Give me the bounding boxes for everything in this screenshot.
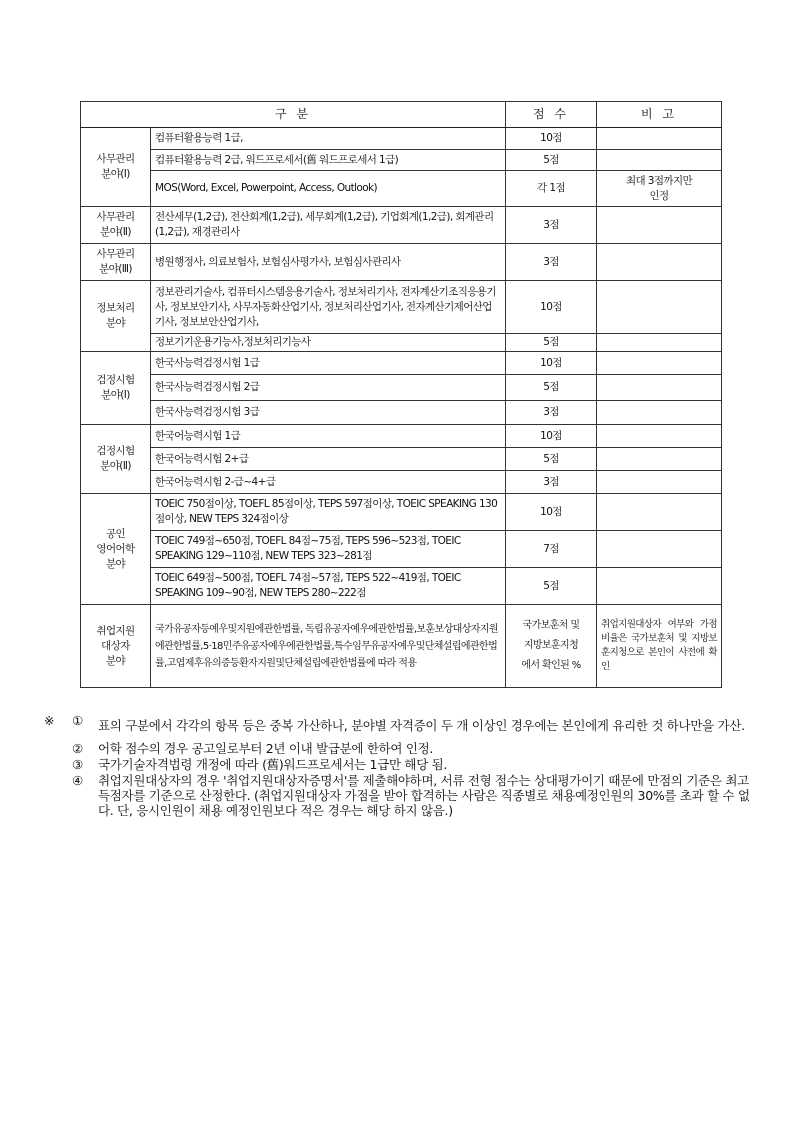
item-cell: 전산세무(1,2급), 전산회계(1,2급), 세무회계(1,2급), 기업회계(1,2급), 회계관리(1,2급), 재경관리사 <box>151 207 506 244</box>
category-info: 정보처리 분야 <box>81 281 151 352</box>
remark-cell <box>597 531 722 568</box>
item-cell: MOS(Word, Excel, Powerpoint, Access, Outlook) <box>151 171 506 207</box>
footnote-2 <box>44 741 764 756</box>
item-cell: 컴퓨터활용능력 1급, <box>151 128 506 150</box>
score-table <box>80 101 722 688</box>
header-remark: 비 고 <box>597 102 722 128</box>
table-row <box>81 375 722 401</box>
remark-cell: 최대 3점까지만 인정 <box>597 171 722 207</box>
points-cell: 5점 <box>506 448 597 471</box>
category-office-1: 사무관리 분야(Ⅰ) <box>81 128 151 207</box>
points-cell: 10점 <box>506 128 597 150</box>
points-cell: 10점 <box>506 281 597 334</box>
remark-cell <box>597 425 722 448</box>
remark-cell <box>597 244 722 281</box>
points-cell: 3점 <box>506 207 597 244</box>
remark-cell <box>597 352 722 375</box>
category-office-2: 사무관리 분야(Ⅱ) <box>81 207 151 244</box>
table-row <box>81 568 722 605</box>
points-cell: 5점 <box>506 375 597 401</box>
category-office-3: 사무관리 분야(Ⅲ) <box>81 244 151 281</box>
category-employment-support: 취업지원 대상자 분야 <box>81 605 151 688</box>
table-row <box>81 425 722 448</box>
item-cell: 한국사능력검정시험 1급 <box>151 352 506 375</box>
header-category: 구 분 <box>81 102 506 128</box>
table-row <box>81 471 722 494</box>
remark-cell <box>597 375 722 401</box>
remark-cell <box>597 128 722 150</box>
header-points: 점 수 <box>506 102 597 128</box>
points-cell: 각 1점 <box>506 171 597 207</box>
footnote-text: 어학 점수의 경우 공고일로부터 2년 이내 발급분에 한하여 인정. <box>98 741 434 756</box>
table-row <box>81 448 722 471</box>
points-cell: 3점 <box>506 401 597 425</box>
footnote-1 <box>44 713 764 738</box>
footnote-4 <box>44 773 764 818</box>
remark-cell <box>597 494 722 531</box>
item-cell: 정보관리기술사, 컴퓨터시스템응용기술사, 정보처리기사, 전자계산기조직응용기사, 정보보안기사, 사무자동화산업기사, 정보처리산업기사, 전자계산기제어산업기사, 정보보안산업기사, <box>151 281 506 334</box>
category-language: 공인 영어어학 분야 <box>81 494 151 605</box>
item-cell: TOEIC 649점~500점, TOEFL 74점~57점, TEPS 522~419점, TOEIC SPEAKING 109~90점, NEW TEPS 280~222점 <box>151 568 506 605</box>
footnotes <box>44 713 764 819</box>
table-row <box>81 531 722 568</box>
remark-cell <box>597 448 722 471</box>
reference-mark: ※ <box>44 713 55 728</box>
remark-cell <box>597 471 722 494</box>
footnote-text: 국가기술자격법령 개정에 따라 (舊)워드프로세서는 1급만 해당 됨. <box>98 757 448 772</box>
points-cell: 7점 <box>506 531 597 568</box>
remark-cell <box>597 207 722 244</box>
item-cell: 병원행정사, 의료보험사, 보험심사평가사, 보험심사관리사 <box>151 244 506 281</box>
footnote-number: ③ <box>72 757 83 772</box>
footnote-3 <box>44 757 764 772</box>
item-cell: TOEIC 750점이상, TOEFL 85점이상, TEPS 597점이상, TOEIC SPEAKING 130점이상, NEW TEPS 324점이상 <box>151 494 506 531</box>
table-row <box>81 128 722 150</box>
points-cell: 5점 <box>506 568 597 605</box>
item-cell: 정보기기운용기능사,정보처리기능사 <box>151 334 506 352</box>
table-row <box>81 150 722 171</box>
item-cell: 한국사능력검정시험 3급 <box>151 401 506 425</box>
table-row <box>81 605 722 688</box>
item-cell: 한국사능력검정시험 2급 <box>151 375 506 401</box>
footnote-text: 표의 구분에서 각각의 항목 등은 중복 가산하나, 분야별 자격증이 두 개 이상인 경우에는 본인에게 유리한 것 하나만을 가산. <box>98 718 745 733</box>
item-cell: 한국어능력시험 2+급 <box>151 448 506 471</box>
table-header-row <box>81 102 722 128</box>
points-cell: 3점 <box>506 471 597 494</box>
category-exam-1: 검정시험 분야(Ⅰ) <box>81 352 151 425</box>
points-cell: 10점 <box>506 425 597 448</box>
points-cell: 5점 <box>506 334 597 352</box>
footnote-text: 취업지원대상자의 경우 '취업지원대상자증명서'를 제출해야하며, 서류 전형 점수는 상대평가이기 때문에 만점의 기준은 최고 득점자를 기준으로 산정한다. (취업지원대상자 가점을 받아 합격하는 사람은 직종별로 채용예정인원의 30%를 초과 할 수 없다. 단, 응시인원이 채용 예정인원보다 적은 경우는 해당 하지 않음.) <box>98 773 750 818</box>
table-row <box>81 171 722 207</box>
table-row <box>81 281 722 334</box>
item-cell: 컴퓨터활용능력 2급, 워드프로세서(舊 워드프로세서 1급) <box>151 150 506 171</box>
points-cell: 10점 <box>506 494 597 531</box>
table-row <box>81 244 722 281</box>
item-cell: 국가유공자등예우및지원에관한법률, 독립유공자예우에관한법률,보훈보상대상자지원에관한법률,5·18민주유공자예우에관한법률,특수임무유공자예우및단체설립에관한법률,고엽제후유의증등환자지원및단체설립에관한법률에 따라 적용 <box>151 605 506 688</box>
remark-cell <box>597 568 722 605</box>
points-cell: 5점 <box>506 150 597 171</box>
remark-cell <box>597 281 722 334</box>
points-cell: 3점 <box>506 244 597 281</box>
table-row <box>81 334 722 352</box>
footnote-number: ② <box>72 741 83 756</box>
remark-cell: 취업지원대상자 여부와 가점비율은 국가보훈처 및 지방보훈지청으로 본인이 사전에 확인 <box>597 605 722 688</box>
category-exam-2: 검정시험 분야(Ⅱ) <box>81 425 151 494</box>
points-cell: 국가보훈처 및 지방보훈지청 에서 확인된 % <box>506 605 597 688</box>
table-row <box>81 207 722 244</box>
table-row <box>81 352 722 375</box>
footnote-number: ④ <box>72 773 83 788</box>
item-cell: 한국어능력시험 1급 <box>151 425 506 448</box>
item-cell: TOEIC 749점~650점, TOEFL 84점~75점, TEPS 596~523점, TOEIC SPEAKING 129~110점, NEW TEPS 323~281점 <box>151 531 506 568</box>
points-cell: 10점 <box>506 352 597 375</box>
table-row <box>81 401 722 425</box>
footnote-number: ① <box>72 713 83 728</box>
remark-cell <box>597 401 722 425</box>
item-cell: 한국어능력시험 2-급~4+급 <box>151 471 506 494</box>
remark-cell <box>597 150 722 171</box>
remark-cell <box>597 334 722 352</box>
table-row <box>81 494 722 531</box>
